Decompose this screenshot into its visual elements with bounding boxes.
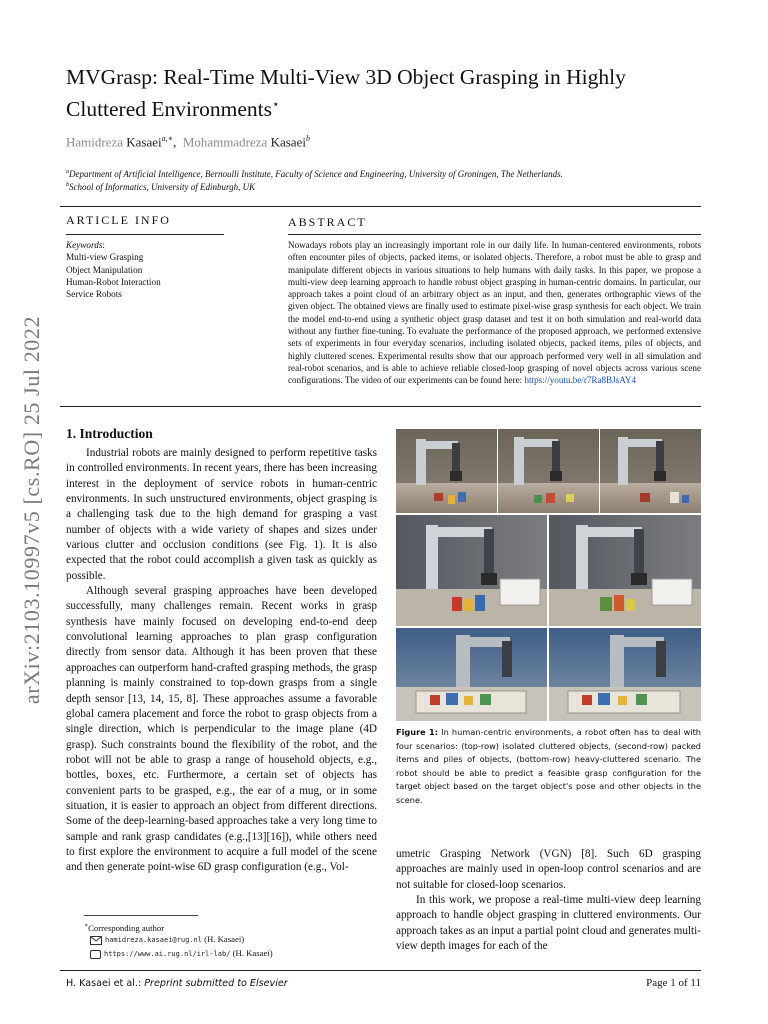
- paper-title: [66, 64, 686, 123]
- arxiv-stamp: [10, 285, 54, 735]
- photo-row1-b: [498, 429, 599, 513]
- author-2-sup: b: [305, 134, 310, 143]
- figure-1-photos: [396, 429, 701, 721]
- figure-label: Figure 1:: [396, 727, 439, 737]
- figure-1-caption: [396, 726, 701, 807]
- footer-note: Preprint submitted to Elsevier: [144, 978, 288, 989]
- title-star-mark: ⋆: [272, 97, 280, 111]
- page-number: Page 1 of 11: [646, 977, 701, 989]
- intro-paragraph-1: Industrial robots are mainly designed to perform repetitive tasks in controlled environments. In recent years, there has been increasing interest in the deployment of service robots in human-centric environments. In such unstructured environments, object grasping is a challenging task due to the high demand for grasping a vast number of objects with a wide variety of shapes and sizes under various clutter and occlusion conditions (see Fig. 1). It is also expected that the robot could accomplish a given task as quickly as possible.: [66, 447, 377, 582]
- footer-author: H. Kasaei et al.:: [66, 978, 142, 989]
- arxiv-id: arXiv:2103.10997v5 [cs.RO] 25 Jul 2022: [19, 315, 44, 705]
- author-line: Hamidreza Kasaei$^{a,∗}$, Mohammadreza Kasaei$^b$: [66, 134, 310, 150]
- footer-divider: [60, 970, 701, 971]
- affiliation-a-text: Department of Artificial Intelligence, Bernoulli Institute, Faculty of Science and Engineering, University of Groningen, The Netherlands.: [69, 169, 563, 179]
- figure-caption-text: In human-centric environments, a robot often has to deal with four scenarios: (top-row) isolated cluttered objects, (second-row) packed items and piles of objects, (bottom-row) heavy-cluttered scenario. The robot should be able to predict a feasible grasp configuration for the target object based on the target object's pose and other objects in the scene.: [396, 727, 701, 805]
- author-2-family: Kasaei: [270, 134, 306, 150]
- keyword-item: Object Manipulation: [66, 264, 143, 275]
- footnote-rule: [84, 915, 198, 916]
- article-info-heading: ARTICLE INFO: [66, 213, 171, 227]
- section-heading-introduction: 1. Introduction: [66, 426, 153, 441]
- photo-row2-a: [396, 515, 547, 626]
- author-1-family: Kasaei: [126, 134, 162, 150]
- photo-row3-b: [549, 628, 701, 721]
- affiliation-a: [66, 166, 706, 180]
- abstract-bottom-divider: [60, 406, 701, 407]
- photo-row2-b: [549, 515, 701, 626]
- robot-photo-grid: [396, 429, 701, 721]
- keyword-item: Service Robots: [66, 289, 122, 300]
- keyword-item: Human-Robot Interaction: [66, 276, 161, 287]
- author-2-given: Mohammadreza: [182, 134, 268, 150]
- intro-paragraph-2: Although several grasping approaches have been developed successfully, many challenges remain. Recent works in grasp synthesis have mainly focused on developing end-to-end deep convolutional learning approaches to plan grasp configuration directly from sensor data. Although it has been proven that these approaches can outperform hand-crafted grasping methods, the grasp planning is mainly constrained to top-down grasps from a single depth sensor [13, 14, 15, 8]. These approaches assume a favorable global camera placement and force the robot to grasp objects from a single direction, which is perpendicular to the image plane (4D grasp). Such constraints bound the flexibility of the robot, and the robot will not be able to grasp a range of household objects, e.g., bottles, boxes, etc. Furthermore, a certain set of objects has convenient parts to be grasped, e.g., the ear of a mug, or in some situation, it is easier to approach an object from different directions. Some of the deep-learning-based approaches take a very long time to sample and rank grasp candidates (e.g.,[13][16]), while others need to first explore the environment to acquire a full model of the scene and then generate point-wise 6D grasp configuration (e.g., Vol-: [66, 585, 377, 874]
- intro-paragraph-3: umetric Grasping Network (VGN) [8]. Such 6D grasping approaches are mainly used in open-loop control scenarios and are not suitable for closed-loop scenarios.: [396, 848, 701, 891]
- email-address[interactable]: hamidreza.kasaei@rug.nl: [105, 936, 202, 944]
- footer-left: [66, 978, 288, 989]
- affiliation-b-text: School of Informatics, University of Edinburgh, UK: [69, 182, 256, 192]
- footnote-mark: ∗: [84, 923, 89, 929]
- abstract-body: [288, 239, 701, 387]
- keyword-item: Multi-view Grasping: [66, 252, 144, 263]
- photo-row1-a: [396, 429, 497, 513]
- footnote-email-line: [90, 933, 244, 946]
- keywords-block: Keywords: Multi-view Grasping Object Manipulation Human-Robot Interaction Service Robots: [66, 239, 266, 300]
- footnote-url-line: [90, 947, 273, 960]
- left-column-text: [66, 446, 377, 876]
- keywords-label: Keywords: [66, 240, 103, 250]
- photo-row3-a: [396, 628, 547, 721]
- intro-paragraph-4: In this work, we propose a real-time multi-view deep learning approach to handle object grasping in cluttered environments. Our approach takes as an input a partial point cloud and generates multi-view depth images for each of the: [396, 894, 701, 953]
- link-icon: [90, 950, 101, 959]
- photo-row1-c: [600, 429, 701, 513]
- footnote-corresponding: [84, 920, 164, 934]
- abstract-rule: [288, 234, 701, 235]
- article-info-rule: [66, 234, 224, 235]
- right-column-text: [396, 847, 701, 954]
- url-owner: (H. Kasaei): [232, 948, 273, 958]
- affiliation-b: [66, 179, 706, 193]
- abstract-heading: ABSTRACT: [288, 215, 367, 229]
- affiliation-b-sup: b: [66, 182, 69, 188]
- header-divider: [60, 206, 701, 207]
- email-owner: (H. Kasaei): [204, 934, 245, 944]
- title-text: MVGrasp: Real-Time Multi-View 3D Object Grasping in Highly Cluttered Environments: [66, 65, 626, 122]
- video-link[interactable]: https://youtu.be/r7Ra8BJsAY4: [524, 375, 637, 386]
- footnote-label: Corresponding author: [88, 922, 165, 933]
- abstract-text: Nowadays robots play an increasingly important role in our daily life. In human-centered environments, robots often encounter piles of objects, packed items, or isolated objects. Therefore, a robot must be able to grasp and manipulate different objects in various situations to help humans with daily tasks. In this paper, we propose a multi-view deep learning approach to handle robust object grasping in human-centric domains. In particular, our approach takes a point cloud of an arbitrary object as an input, and then, generates orthographic views of the given object. The obtained views are finally used to estimate pixel-wise grasp synthesis for each object. We train the model end-to-end using a synthetic object grasp dataset and test it on both simulation and real-world data without any further fine-tuning. To evaluate the performance of the proposed approach, we performed extensive sets of experiments in four everyday scenarios, including isolated objects, packed items, piles of objects, and highly cluttered scenes. Experimental results show that our approach performed very well in all simulation and real-robot scenarios, and is able to achieve reliable closed-loop grasping of novel objects across various scene configurations. The video of our experiments can be found here:: [288, 240, 701, 386]
- affiliation-a-sup: a: [66, 169, 69, 175]
- envelope-icon: [90, 936, 102, 945]
- lab-url[interactable]: https://www.ai.rug.nl/irl-lab/: [104, 950, 231, 958]
- author-1-sup: a,∗: [161, 134, 174, 143]
- author-1-given: Hamidreza: [66, 134, 124, 150]
